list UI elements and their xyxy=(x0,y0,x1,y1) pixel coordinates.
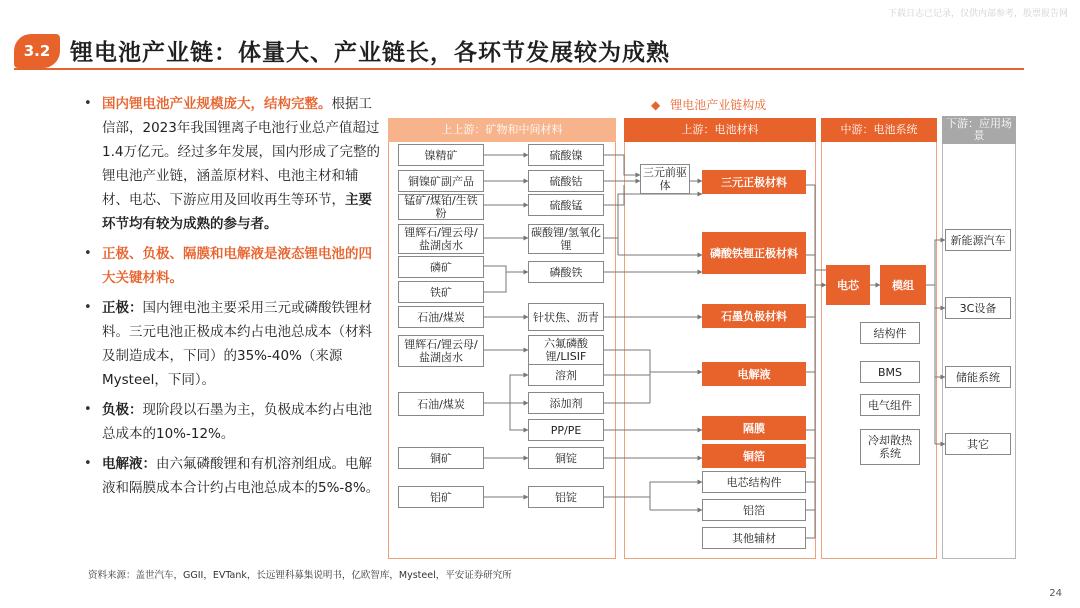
bullet-text: 根据工信部，2023年我国锂离子电池行业总产值超过1.4万亿元。经过多年发展，国内形成了完整的锂电池产业链，涵盖原材料、电池主材和辅材、电芯、下游应用及回收再生等环节， xyxy=(102,96,380,208)
application-box: 3C设备 xyxy=(945,297,1011,319)
intermediate-box: 添加剂 xyxy=(528,392,604,414)
mineral-box: 锂辉石/锂云母/盐湖卤水 xyxy=(398,224,484,254)
system-part-box: 冷却散热系统 xyxy=(860,429,920,465)
bullet-text: 由六氟磷酸锂和有机溶剂组成。电解液和隔膜成本合计约占电池总成本的5%-8%。 xyxy=(102,456,380,496)
mineral-box: 锂辉石/锂云母/盐湖卤水 xyxy=(398,335,484,367)
header-midstream: 中游：电池系统 xyxy=(821,118,937,142)
bullet-dot-icon: • xyxy=(84,402,92,417)
mineral-box: 磷矿 xyxy=(398,256,484,278)
application-box: 储能系统 xyxy=(945,366,1011,388)
bullet-dot-icon: • xyxy=(84,300,92,315)
page-title: 锂电池产业链：体量大、产业链长，各环节发展较为成熟 xyxy=(70,40,670,66)
module-box: 模组 xyxy=(880,265,926,305)
bullet-tail: 主要环节均有较为成熟的参与者。 xyxy=(102,192,372,232)
intermediate-box: 磷酸铁 xyxy=(528,261,604,283)
application-box: 新能源汽车 xyxy=(945,229,1011,251)
mineral-box: 石油/煤炭 xyxy=(398,306,484,328)
diagram-title-text: 锂电池产业链构成 xyxy=(670,98,767,112)
bullet-lead: 负极： xyxy=(102,402,143,418)
system-part-box: BMS xyxy=(860,361,920,383)
system-part-box: 电气组件 xyxy=(860,394,920,416)
application-box: 其它 xyxy=(945,433,1011,455)
material-box: 石墨负极材料 xyxy=(702,304,806,328)
cell-box: 电芯 xyxy=(826,265,870,305)
precursor-box: 三元前驱体 xyxy=(640,164,690,194)
intermediate-box: 硫酸镍 xyxy=(528,144,604,166)
aux-material-box: 电芯结构件 xyxy=(702,471,806,493)
diamond-icon: ◆ xyxy=(651,98,661,112)
material-box: 铜箔 xyxy=(702,444,806,468)
header-upstream-raw: 上上游：矿物和中间材料 xyxy=(388,118,616,142)
material-box: 三元正极材料 xyxy=(702,170,806,194)
system-part-box: 结构件 xyxy=(860,322,920,344)
intermediate-box: 碳酸锂/氢氧化锂 xyxy=(528,224,604,254)
watermark: 下载日志已记录，仅供内部参考，股票报告网 xyxy=(887,9,1068,19)
header-downstream: 下游：应用场景 xyxy=(942,116,1016,144)
mineral-box: 锰矿/煤铂/生铁粉 xyxy=(398,194,484,220)
header-upstream: 上游：电池材料 xyxy=(624,118,816,142)
bullet-lead: 正极、负极、隔膜和电解液是液态锂电池的四大关键材料。 xyxy=(102,246,372,286)
bullet-dot-icon: • xyxy=(84,246,92,261)
bullet-lead: 国内锂电池产业规模庞大，结构完整。 xyxy=(102,96,332,112)
bullet-lead: 电解液： xyxy=(102,456,156,472)
material-box: 隔膜 xyxy=(702,416,806,440)
bullet-dot-icon: • xyxy=(84,96,92,111)
mineral-box: 镍精矿 xyxy=(398,144,484,166)
bullet-lead: 正极： xyxy=(102,300,143,316)
mineral-box: 铁矿 xyxy=(398,281,484,303)
section-badge: 3.2 xyxy=(14,34,60,68)
aux-material-box: 其他辅材 xyxy=(702,527,806,549)
material-box: 磷酸铁锂正极材料 xyxy=(702,232,806,274)
aux-material-box: 铝箔 xyxy=(702,499,806,521)
page-number: 24 xyxy=(1049,588,1062,599)
mineral-box: 铜镍矿副产品 xyxy=(398,170,484,192)
material-box: 电解液 xyxy=(702,362,806,386)
intermediate-box: 六氟磷酸锂/LISIF xyxy=(528,335,604,365)
intermediate-box: 硫酸钴 xyxy=(528,170,604,192)
intermediate-box: 铜锭 xyxy=(528,447,604,469)
bullet-dot-icon: • xyxy=(84,456,92,471)
mineral-box: 石油/煤炭 xyxy=(398,392,484,416)
mineral-box: 铜矿 xyxy=(398,447,484,469)
intermediate-box: 铝锭 xyxy=(528,486,604,508)
intermediate-box: 硫酸锰 xyxy=(528,194,604,216)
mineral-box: 铝矿 xyxy=(398,486,484,508)
bullet-text: 现阶段以石墨为主，负极成本约占电池总成本的10%-12%。 xyxy=(102,402,372,442)
bullet-text: 国内锂电池主要采用三元或磷酸铁锂材料。三元电池正极成本约占电池总成本（材料及制造成本，下同）的35%-40%（来源Mysteel，下同）。 xyxy=(102,300,372,388)
intermediate-box: 溶剂 xyxy=(528,364,604,386)
intermediate-box: PP/PE xyxy=(528,419,604,441)
intermediate-box: 针状焦、沥青 xyxy=(528,303,604,331)
source-note: 资料来源：盖世汽车，GGII，EVTank，长远锂科募集说明书，亿欧智库，Mysteel，平安证券研究所 xyxy=(88,570,512,581)
